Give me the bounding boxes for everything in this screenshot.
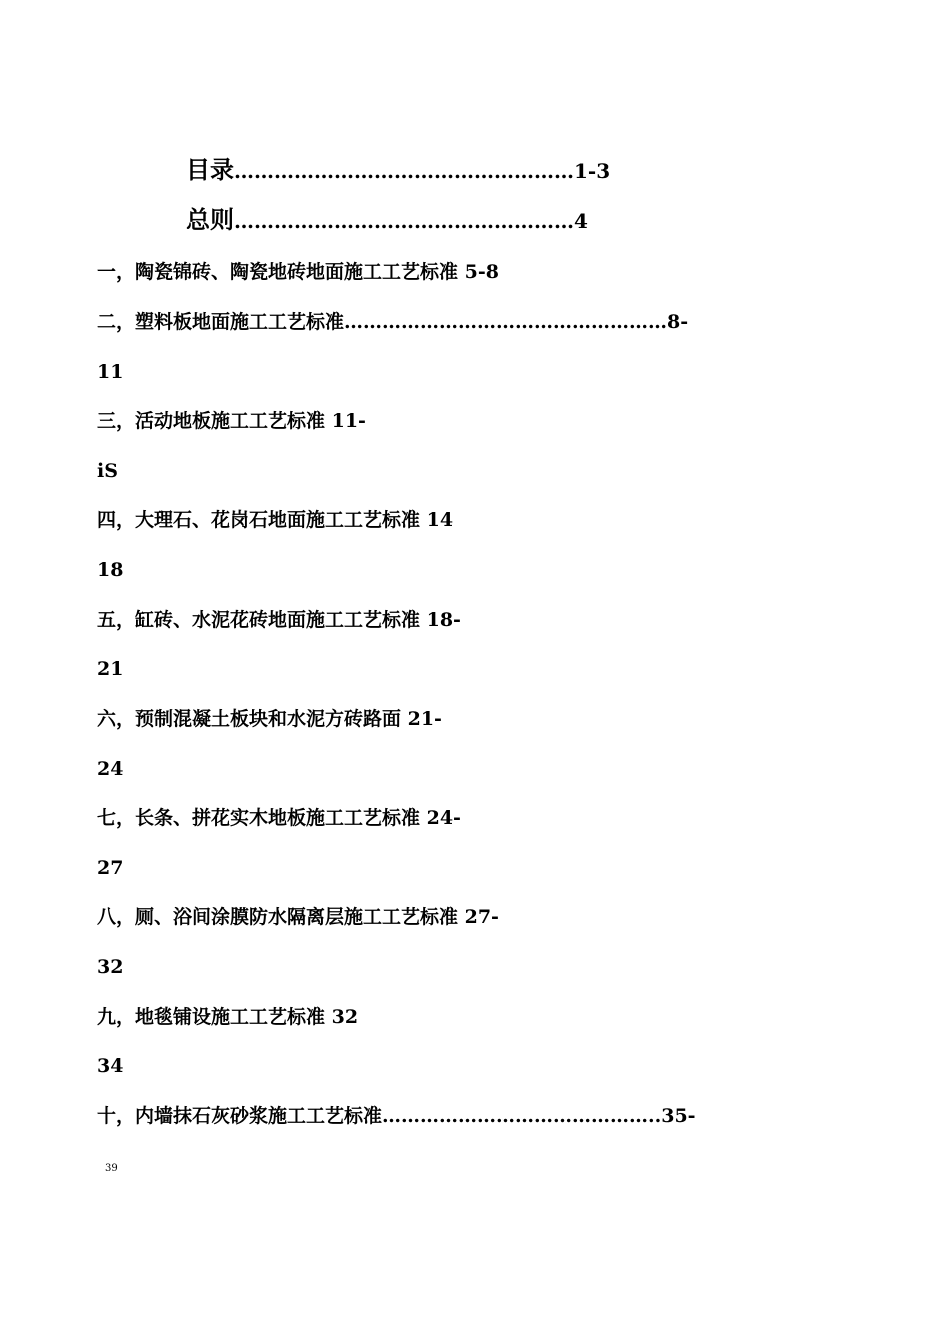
toc-entry-9-continuation: 34	[97, 1055, 124, 1077]
toc-entry-8-continuation: 32	[97, 956, 124, 978]
toc-header-contents	[186, 155, 611, 184]
toc-leader-dots: ……………………………………………	[234, 209, 574, 233]
toc-entry-6-continuation: 24	[97, 758, 124, 780]
toc-entry-8: 八，厕、浴间涂膜防水隔离层施工工艺标准 27-	[97, 906, 499, 928]
toc-leader-dots: ……………………………………………	[234, 159, 574, 183]
toc-entry-5: 五，缸砖、水泥花砖地面施工工艺标准 18-	[97, 609, 461, 631]
toc-entry-2-continuation: 11	[97, 361, 124, 383]
toc-entry-9: 九，地毯铺设施工工艺标准 32	[97, 1006, 359, 1028]
toc-entry-1: 一，陶瓷锦砖、陶瓷地砖地面施工工艺标准 5-8	[97, 261, 499, 283]
toc-header-label: 目录	[186, 155, 234, 184]
toc-entry-4: 四，大理石、花岗石地面施工工艺标准 14	[97, 509, 454, 531]
toc-entry-3-continuation: iS	[97, 460, 118, 482]
toc-entry-3: 三，活动地板施工工艺标准 11-	[97, 410, 366, 432]
toc-entry-10-continuation: 39	[105, 1163, 118, 1174]
toc-entry-10: 十，内墙抹石灰砂浆施工工艺标准……………………………………..35-	[97, 1105, 696, 1127]
toc-page-range: 4	[574, 209, 588, 233]
toc-entry-5-continuation: 21	[97, 658, 124, 680]
toc-entry-7: 七，长条、拼花实木地板施工工艺标准 24-	[97, 807, 461, 829]
toc-page-range: 1-3	[574, 159, 611, 183]
toc-entry-7-continuation: 27	[97, 857, 124, 879]
toc-header-general	[186, 205, 588, 234]
toc-entry-2: 二，塑料板地面施工工艺标准……………………………………………8-	[97, 311, 689, 333]
toc-entry-4-continuation: 18	[97, 559, 124, 581]
toc-header-label: 总则	[186, 205, 234, 234]
toc-entry-6: 六，预制混凝土板块和水泥方砖路面 21-	[97, 708, 442, 730]
